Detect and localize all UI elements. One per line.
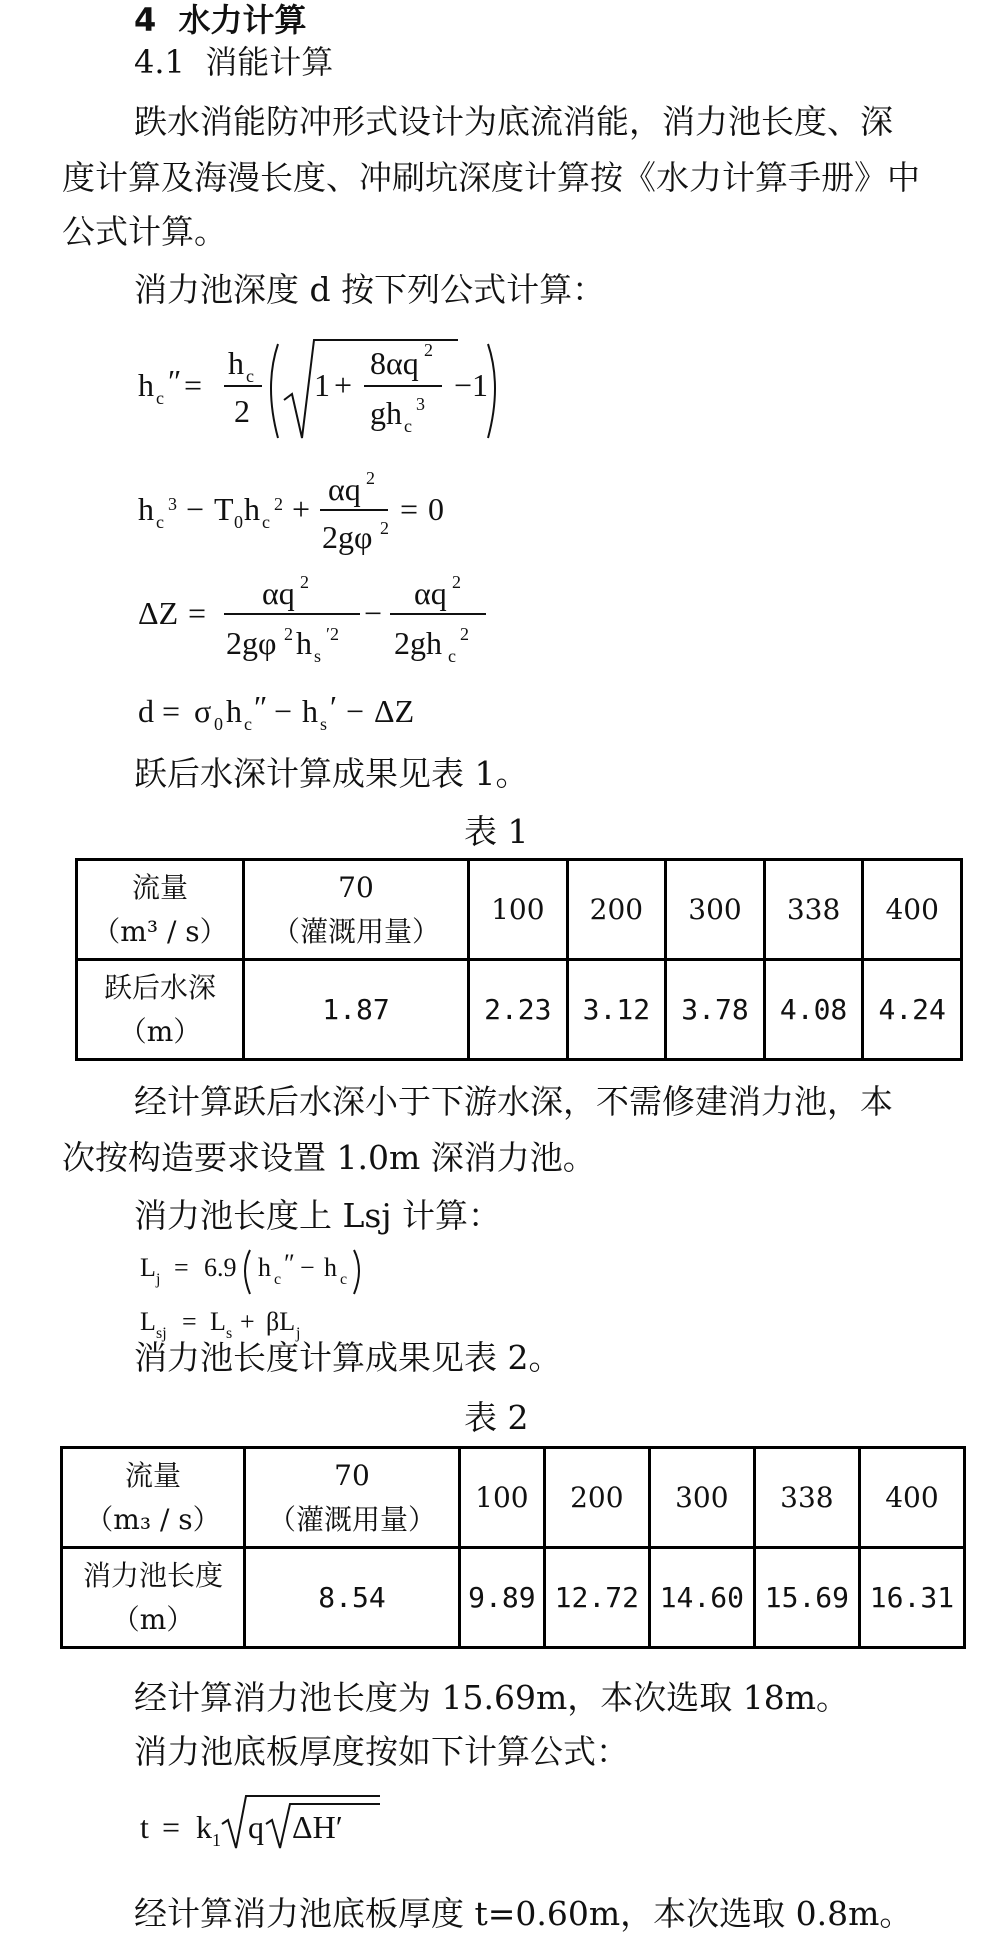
table-row-label-text: 跃后水深 [103,970,216,1004]
svg-text:L: L [210,1307,226,1336]
svg-text:2gφ: 2gφ [226,625,277,661]
table-cell: 16.31 [859,1548,964,1648]
svg-text:T: T [214,491,234,527]
svg-text:j: j [296,1325,301,1342]
svg-text:h: h [228,345,244,381]
svg-text:1: 1 [212,1830,221,1850]
paragraph-line: 经计算消力池底板厚度 t=0.60m，本次选取 0.8m。 [134,1894,913,1933]
svg-text:2: 2 [366,468,375,488]
svg-text:αq: αq [262,575,295,611]
svg-text:2: 2 [424,340,433,360]
svg-text:c: c [448,646,456,666]
svg-text:αq: αq [414,575,447,611]
paragraph-line: 跃后水深计算成果见表 1。 [134,754,529,793]
svg-text:+: + [292,491,311,527]
table-cell: 8.54 [245,1548,460,1648]
table-header-cell: 200 [544,1448,649,1548]
svg-text:−: − [274,693,293,729]
table-cell: 15.69 [754,1548,859,1648]
paragraph-line: 消力池深度 d 按下列公式计算： [134,270,606,309]
svg-text:c: c [156,512,164,532]
svg-text:=: = [162,1809,181,1845]
table-cell: 4.08 [764,960,863,1060]
paragraph-line: 度计算及海漫长度、冲刷坑深度计算按《水力计算手册》中 [62,158,920,197]
svg-text:gh: gh [370,395,402,431]
svg-text:0: 0 [234,512,243,532]
svg-text:αq: αq [328,471,361,507]
svg-text:2gφ: 2gφ [322,519,373,555]
paragraph-line: 次按构造要求设置 1.0m 深消力池。 [62,1138,596,1177]
table-row-label [62,1548,245,1648]
table-header-row [77,860,962,960]
table-cell: 14.60 [649,1548,754,1648]
svg-text:L: L [140,1307,156,1336]
svg-text:s: s [314,646,322,666]
table-row-unit: （m） [118,1014,202,1048]
svg-text:c: c [244,714,252,734]
svg-text:3: 3 [416,394,425,414]
table-header-value: 70 [338,870,374,904]
svg-text:2: 2 [380,518,389,538]
svg-text:ΔZ: ΔZ [138,595,179,631]
svg-text:2: 2 [234,393,250,429]
svg-text:d: d [138,693,154,729]
svg-text:2: 2 [284,624,293,644]
svg-text:=: = [184,367,203,403]
svg-text:″: ″ [284,1249,295,1278]
svg-text:1: 1 [314,367,330,403]
table-header-cell [244,860,469,960]
table-header-cell: 338 [754,1448,859,1548]
table-cell: 4.24 [863,960,962,1060]
svg-text:+: + [334,367,353,403]
svg-text:h: h [302,693,318,729]
svg-text:−: − [364,595,383,631]
svg-text:c: c [262,512,270,532]
svg-text:s: s [320,714,328,734]
table-row [77,960,962,1060]
svg-text:h: h [244,491,260,527]
svg-text:0: 0 [428,491,444,527]
svg-text:σ: σ [194,693,212,729]
svg-text:3: 3 [168,494,177,514]
formula-conjugate-depth [138,330,518,465]
svg-text:h: h [138,367,154,403]
table-header-note: （灌溉用量） [271,914,440,948]
table-caption: 表 2 [464,1398,529,1437]
svg-text:c: c [156,388,164,408]
svg-text:h: h [296,625,312,661]
svg-text:t: t [140,1809,149,1845]
subsection-title: 消能计算 [205,43,334,81]
svg-text:c: c [404,416,412,436]
svg-text:″: ″ [254,689,268,725]
subsection-heading [134,40,333,84]
svg-text:=: = [182,1307,197,1336]
paragraph-line: 经计算跃后水深小于下游水深，不需修建消力池，本 [134,1082,893,1121]
subsection-number: 4.1 [134,43,185,81]
svg-text:−: − [300,1253,315,1282]
table-2 [60,1446,966,1649]
paragraph-line: 跌水消能防冲形式设计为底流消能，消力池长度、深 [134,102,893,141]
section-number: 4 [134,1,157,39]
section-title: 水力计算 [178,1,307,39]
formula-slab-thickness [140,1790,440,1865]
svg-text:=: = [188,595,207,631]
table-header-cell: 400 [859,1448,964,1548]
svg-text:j: j [156,1271,161,1288]
svg-text:βL: βL [266,1307,296,1336]
svg-text:q: q [248,1809,264,1845]
svg-text:sj: sj [156,1325,167,1342]
table-cell: 2.23 [469,960,568,1060]
table-header-cell: 100 [469,860,568,960]
table-header-cell: 300 [666,860,765,960]
table-header-cell: 400 [863,860,962,960]
table-header-cell: 200 [567,860,666,960]
svg-text:c: c [246,366,254,386]
table-header-note: （灌溉用量） [267,1502,436,1536]
table-row-label-text: 消力池长度 [82,1558,223,1592]
svg-text:h: h [258,1253,271,1282]
svg-text:=: = [174,1253,189,1282]
table-header-row [62,1448,965,1548]
table-cell: 1.87 [244,960,469,1060]
svg-text:=: = [162,693,181,729]
svg-text:2: 2 [274,494,283,514]
svg-text:″: ″ [168,363,182,399]
table-header-cell: 338 [764,860,863,960]
table-header-cell [245,1448,460,1548]
svg-text:8αq: 8αq [370,345,419,381]
table-header-unit: （m₃ / s） [85,1502,221,1536]
table-cell: 12.72 [544,1548,649,1648]
svg-text:s: s [226,1325,233,1342]
svg-text:2: 2 [300,572,309,592]
svg-text:L: L [140,1253,156,1282]
svg-text:−1: −1 [454,367,489,403]
section-heading [134,0,307,42]
table-row [62,1548,965,1648]
table-header-cell: 300 [649,1448,754,1548]
paragraph-line: 消力池底板厚度按如下计算公式： [134,1732,629,1771]
table-caption: 表 1 [464,812,529,851]
table-row-label [77,960,244,1060]
svg-text:ΔH′: ΔH′ [292,1809,343,1845]
paragraph-line: 消力池长度上 Lsj 计算： [134,1196,502,1235]
svg-text:0: 0 [214,714,223,734]
svg-text:h: h [138,491,154,527]
svg-text:k: k [196,1809,212,1845]
formula-delta-z [138,570,538,685]
table-header-label-text: 流量 [124,1458,181,1492]
table-header-cell: 100 [460,1448,545,1548]
table-cell: 3.78 [666,960,765,1060]
table-header-unit: （m³ / s） [92,914,228,948]
formula-jump-length [140,1236,460,1311]
paragraph-line: 公式计算。 [62,212,227,251]
svg-text:2: 2 [460,624,469,644]
svg-text:−: − [346,693,365,729]
svg-text:+: + [240,1307,255,1336]
svg-text:=: = [400,491,419,527]
table-header-label-text: 流量 [131,870,188,904]
table-row-unit: （m） [111,1602,195,1636]
svg-text:h: h [324,1253,337,1282]
formula-contracted-depth [138,470,498,575]
svg-text:c: c [274,1271,282,1288]
table-1 [75,858,963,1061]
table-header-label [77,860,244,960]
formula-pool-depth [138,682,498,747]
svg-text:2: 2 [452,572,461,592]
svg-text:h: h [226,693,242,729]
svg-text:′2: ′2 [326,624,339,644]
svg-text:ΔZ: ΔZ [374,693,415,729]
table-cell: 9.89 [460,1548,545,1648]
table-cell: 3.12 [567,960,666,1060]
table-header-value: 70 [334,1458,370,1492]
svg-text:6.9: 6.9 [204,1253,237,1282]
svg-text:−: − [186,491,205,527]
table-header-label [62,1448,245,1548]
paragraph-line: 经计算消力池长度为 15.69m，本次选取 18m。 [134,1678,850,1717]
svg-text:′: ′ [330,689,337,725]
svg-text:2gh: 2gh [394,625,442,661]
svg-text:c: c [340,1271,348,1288]
paragraph-line: 消力池长度计算成果见表 2。 [134,1338,562,1377]
